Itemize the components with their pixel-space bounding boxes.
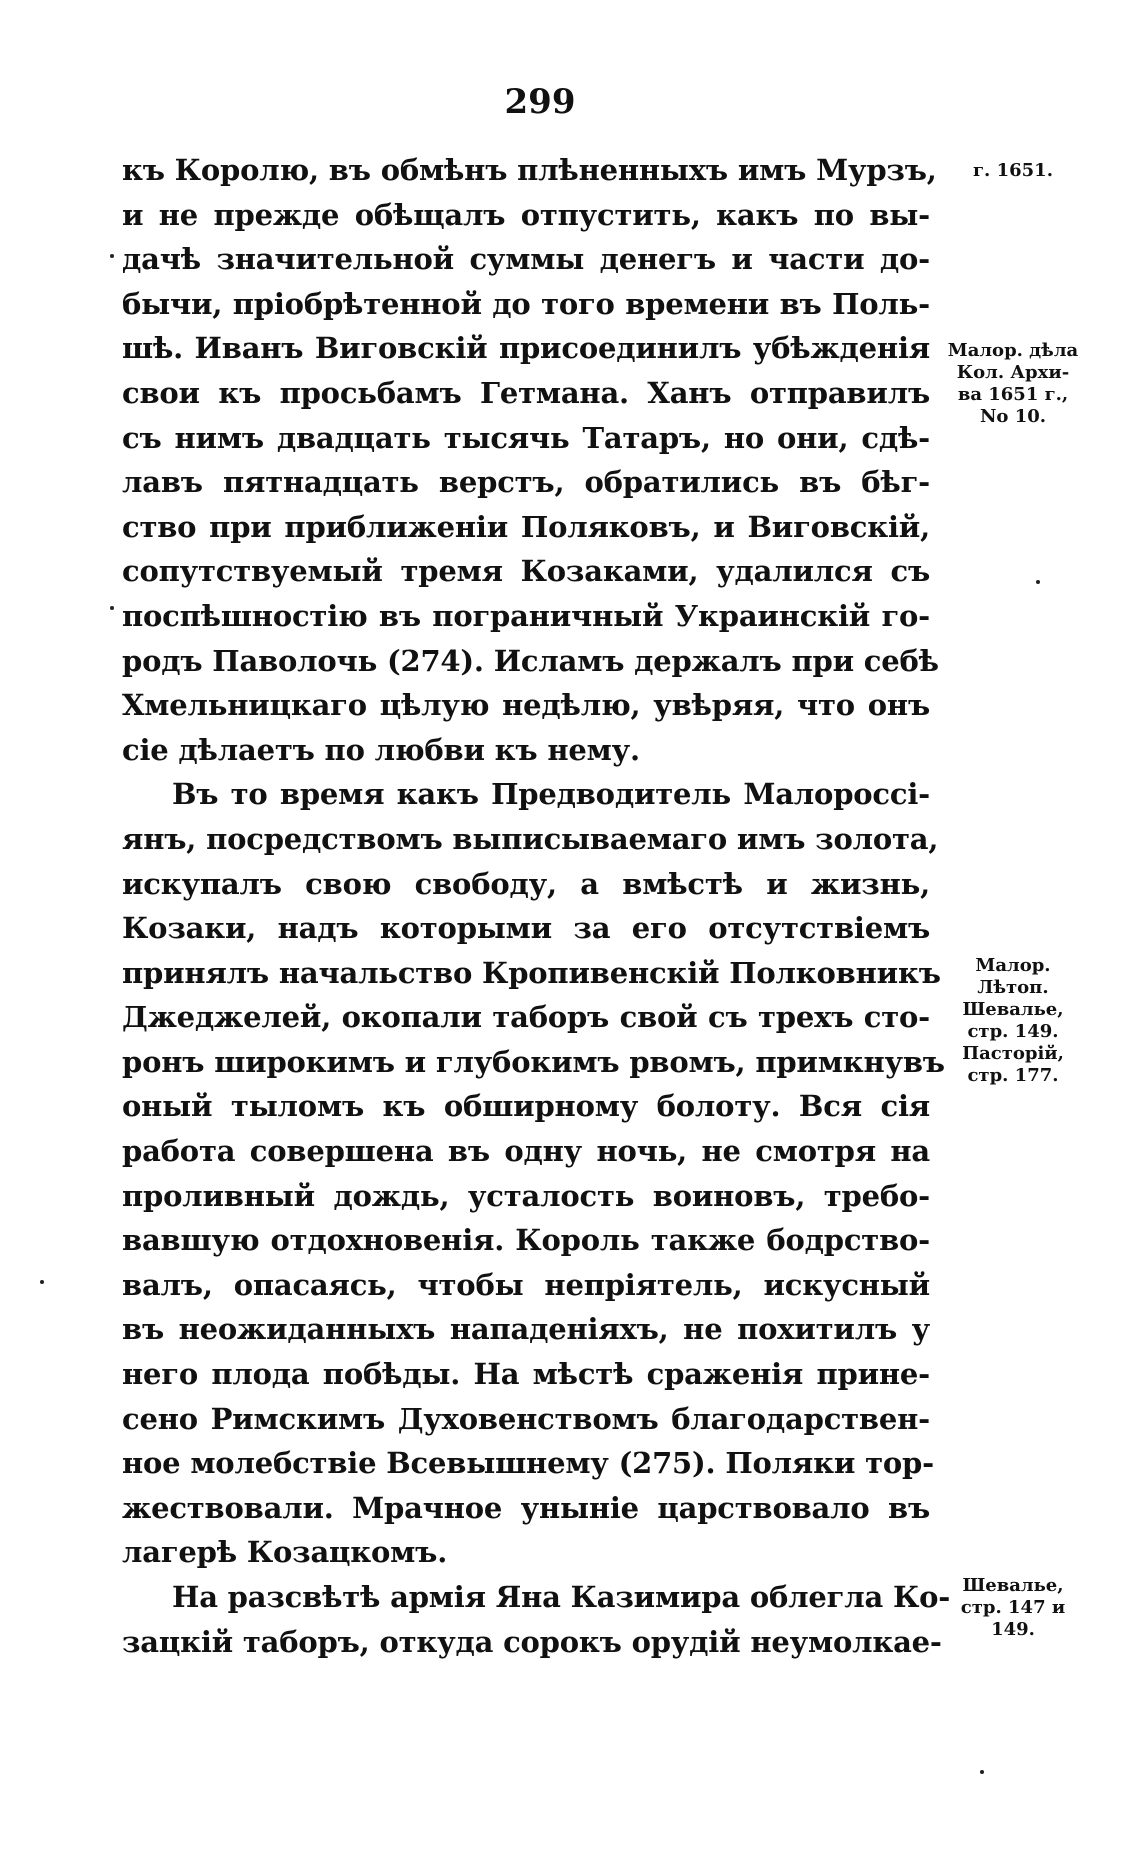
margin-note-line: стр. 177. — [967, 1065, 1059, 1086]
text-line: поспѣшностію въ пограничный Украинскій го- — [122, 598, 930, 633]
text-line: принялъ начальство Кропивенскій Полковникъ — [122, 955, 941, 990]
text-line: вавшую отдохновенія. Король также бодрство- — [122, 1223, 930, 1258]
text-line: зацкій таборъ, откуда сорокъ орудій неумолкае- — [122, 1624, 942, 1659]
margin-note-chevalier — [938, 1575, 1088, 1641]
margin-note-line: стр. 149. — [967, 1021, 1059, 1042]
text-line: дачѣ значительной суммы денегъ и части до- — [122, 242, 930, 277]
text-line: валъ, опасаясь, чтобы непріятель, искусный — [122, 1267, 930, 1302]
margin-note-line: ва 1651 г., — [957, 384, 1069, 405]
print-speck — [1036, 580, 1040, 584]
text-line: На разсвѣтѣ армія Яна Казимира облегла Ко- — [172, 1580, 951, 1614]
margin-note-line: Малор. дѣла — [947, 340, 1079, 361]
page-number: 299 — [504, 82, 576, 122]
text-line: работа совершена въ одну ночь, не смотря на — [122, 1134, 930, 1169]
margin-note-line: Кол. Архи- — [956, 362, 1070, 383]
text-line: лавъ пятнадцать верстъ, обратились въ бѣг- — [122, 465, 930, 500]
body-text — [122, 148, 951, 1664]
text-line: съ нимъ двадцать тысячь Татаръ, но они, сдѣ- — [122, 420, 930, 455]
text-line: сіе дѣлаетъ по любви къ нему. — [122, 732, 640, 767]
text-line: ное молебствіе Всевышнему (275). Поляки тор- — [122, 1446, 934, 1481]
text-line: жествовали. Мрачное уныніе царствовало въ — [122, 1490, 930, 1525]
text-line: бычи, пріобрѣтенной до того времени въ Поль- — [122, 286, 930, 321]
margin-note-year — [938, 160, 1088, 182]
text-line: къ Королю, въ обмѣнъ плѣненныхъ имъ Мурзъ, — [122, 153, 937, 187]
text-line: ство при приближеніи Поляковъ, и Виговскій, — [122, 509, 930, 544]
text-line: проливный дождь, усталость воиновъ, требо- — [122, 1178, 930, 1213]
margin-note-line: Лѣтоп. — [977, 977, 1049, 998]
text-line: Хмельницкаго цѣлую недѣлю, увѣряя, что онъ — [122, 688, 930, 723]
margin-note-chronicle — [938, 955, 1088, 1087]
text-line: ронъ широкимъ и глубокимъ рвомъ, примкнувъ — [122, 1044, 945, 1079]
text-line: и не прежде обѣщалъ отпустить, какъ по вы- — [122, 197, 930, 232]
margin-note-line: стр. 147 и — [960, 1597, 1066, 1618]
margin-note-line: 149. — [991, 1619, 1035, 1640]
text-line: свои къ просьбамъ Гетмана. Ханъ отправилъ — [122, 375, 930, 410]
text-line: него плода побѣды. На мѣстѣ сраженія прине- — [122, 1357, 930, 1392]
text-line: шѣ. Иванъ Виговскій присоединилъ убѣжденія — [122, 331, 930, 366]
margin-note-line: г. 1651. — [973, 160, 1053, 181]
print-speck — [110, 606, 114, 610]
text-line: родъ Паволочь (274). Исламъ держалъ при себѣ — [122, 643, 939, 678]
print-speck — [980, 1770, 984, 1774]
text-line: Козаки, надъ которыми за его отсутствіемъ — [122, 911, 930, 946]
text-line: янъ, посредствомъ выписываемаго имъ золота, — [122, 821, 939, 856]
print-speck — [40, 1280, 44, 1284]
text-line: лагерѣ Козацкомъ. — [122, 1535, 448, 1570]
text-line: Джеджелей, окопали таборъ свой съ трехъ сто- — [122, 1000, 930, 1035]
text-line: оный тыломъ къ обширному болоту. Вся сія — [122, 1089, 930, 1124]
margin-note-line: Пасторій, — [962, 1043, 1064, 1064]
text-line: Въ то время какъ Предводитель Малороссі- — [172, 777, 930, 812]
text-line: въ неожиданныхъ нападеніяхъ, не похитилъ у — [122, 1312, 930, 1347]
text-line: сопутствуемый тремя Козаками, удалился съ — [122, 554, 930, 589]
margin-note-line: Шевалье, — [962, 1575, 1064, 1596]
text-line: искупалъ свою свободу, а вмѣстѣ и жизнь, — [122, 866, 930, 901]
margin-note-archive — [938, 340, 1088, 428]
margin-note-line: Малор. — [975, 955, 1051, 976]
margin-note-line: No 10. — [979, 406, 1047, 427]
margin-note-line: Шевалье, — [962, 999, 1064, 1020]
print-speck — [110, 254, 114, 258]
text-line: сено Римскимъ Духовенствомъ благодарствен- — [122, 1401, 930, 1436]
